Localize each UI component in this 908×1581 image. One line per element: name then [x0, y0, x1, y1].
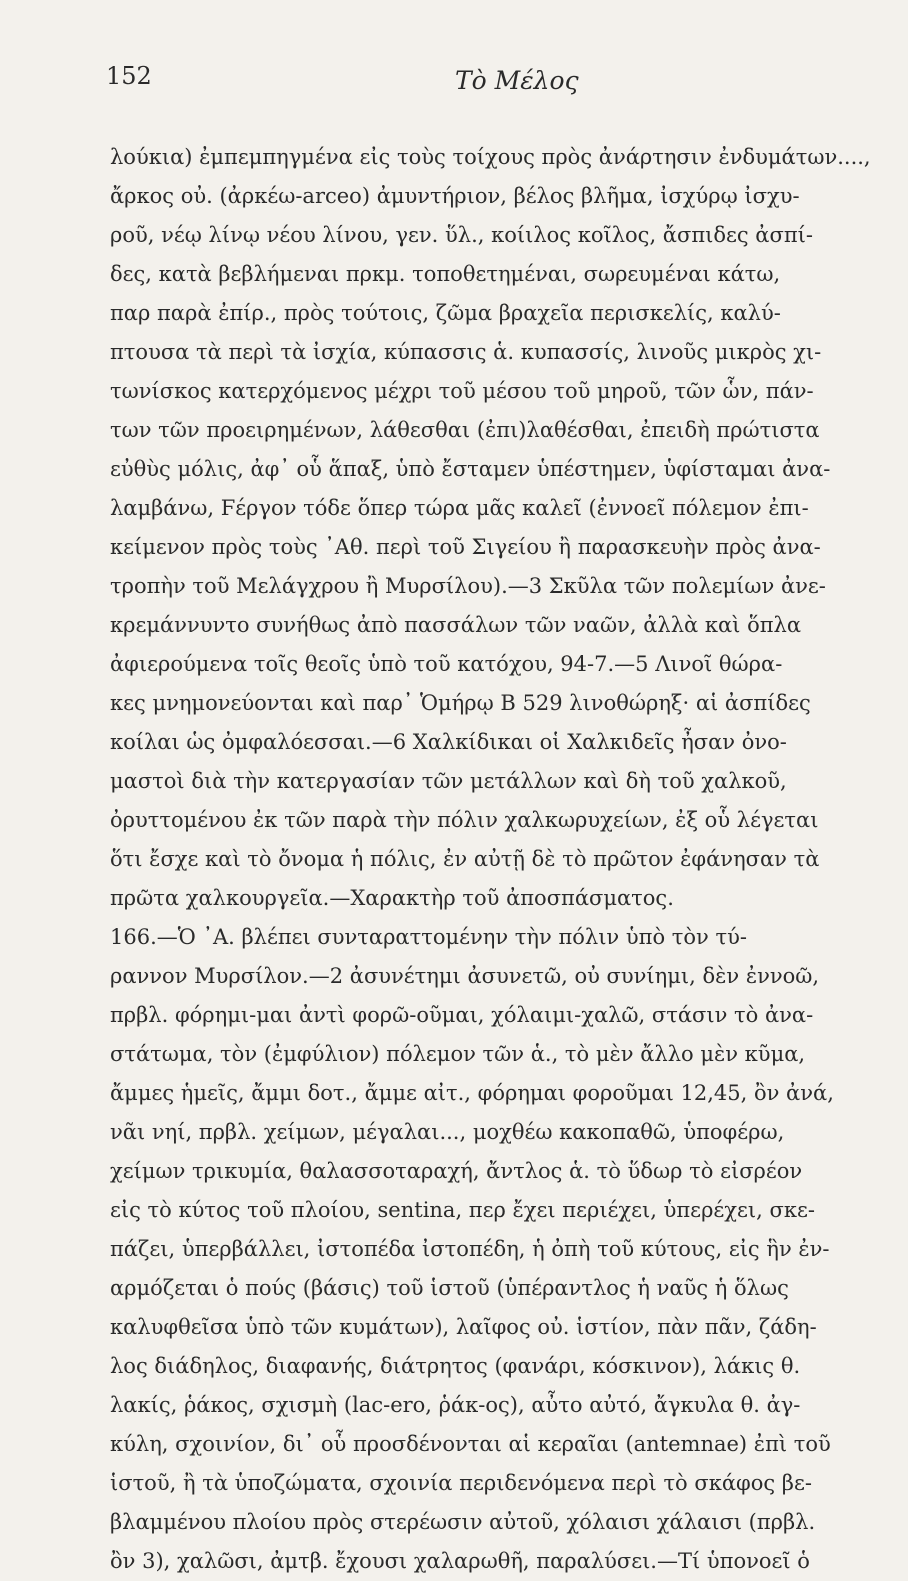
text-line: ἄρκος οὐ. (ἀρκέω-arceo) ἀμυντήριον, βέλος βλῆμα, ἰσχύρῳ ἰσχυ-: [110, 184, 800, 208]
text-line: τροπὴν τοῦ Μελάγχρου ἢ Μυρσίλου).—3 Σκῦλα τῶν πολεμίων ἀνε-: [110, 574, 826, 598]
text-line: κες μνημονεύονται καὶ παρ᾽ Ὁμήρῳ Β 529 λινοθώρηξ· αἱ ἀσπίδες: [110, 691, 811, 715]
running-title: Τὸ Μέλος: [455, 66, 579, 95]
text-line: πρῶτα χαλκουργεῖα.—Χαρακτὴρ τοῦ ἀποσπάσματος.: [110, 886, 674, 910]
text-line: ἱστοῦ, ἢ τὰ ὑποζώματα, σχοινία περιδενόμενα περὶ τὸ σκάφος βε-: [110, 1471, 812, 1495]
text-line: βλαμμένου πλοίου πρὸς στερέωσιν αὐτοῦ, χόλαισι χάλαισι (πρβλ.: [110, 1510, 816, 1534]
text-line: κρεμάννυντο συνήθως ἀπὸ πασσάλων τῶν ναῶν, ἀλλὰ καὶ ὅπλα: [110, 613, 802, 637]
text-line: πρβλ. φόρημι-μαι ἀντὶ φορῶ-οῦμαι, χόλαιμι-χαλῶ, στάσιν τὸ ἀνα-: [110, 1003, 814, 1027]
text-line: κύλη, σχοινίον, δι᾽ οὗ προσδένονται αἱ κεραῖαι (antemnae) ἐπὶ τοῦ: [110, 1432, 831, 1456]
text-line: στάτωμα, τὸν (ἐμφύλιον) πόλεμον τῶν ἁ., τὸ μὲν ἄλλο μὲν κῦμα,: [110, 1042, 806, 1066]
text-line: μαστοὶ διὰ τὴν κατεργασίαν τῶν μετάλλων καὶ δὴ τοῦ χαλκοῦ,: [110, 769, 787, 793]
text-line: αρμόζεται ὁ πούς (βάσις) τοῦ ἱστοῦ (ὑπέραντλος ἡ ναῦς ἡ ὅλως: [110, 1276, 789, 1300]
text-line: ἀφιερούμενα τοῖς θεοῖς ὑπὸ τοῦ κατόχου, 94-7.—5 Λινοῖ θώρα-: [110, 652, 783, 676]
text-line: ὅτι ἔσχε καὶ τὸ ὄνομα ἡ πόλις, ἐν αὐτῇ δὲ τὸ πρῶτον ἐφάνησαν τὰ: [110, 847, 820, 871]
text-line: δες, κατὰ βεβλήμεναι πρκμ. τοποθετημέναι, σωρευμέναι κάτω,: [110, 262, 781, 286]
text-line: των τῶν προειρημένων, λάθεσθαι (ἐπι)λαθέσθαι, ἐπειδὴ πρώτιστα: [110, 418, 820, 442]
text-line: παρ παρὰ ἐπίρ., πρὸς τούτοις, ζῶμα βραχεῖα περισκελίς, καλύ-: [110, 301, 781, 325]
text-line: ὂν 3), χαλῶσι, ἀμτβ. ἔχουσι χαλαρωθῆ, παραλύσει.—Τί ὑπονοεῖ ὁ: [110, 1549, 810, 1573]
text-line: χείμων τρικυμία, θαλασσοταραχή, ἄντλος ἁ. τὸ ὕδωρ τὸ εἰσρέον: [110, 1159, 803, 1183]
text-line: λος διάδηλος, διαφανής, διάτρητος (φανάρι, κόσκινον), λάκις θ.: [110, 1354, 801, 1378]
text-line: λαμβάνω, Ϝέργον τόδε ὅπερ τώρα μᾶς καλεῖ (ἐννοεῖ πόλεμον ἐπι-: [110, 496, 809, 520]
commentary-text: [110, 138, 905, 1581]
text-line: λακίς, ῥάκος, σχισμὴ (lac-ero, ῥάκ-ος), αὖτο αὐτό, ἄγκυλα θ. ἀγ-: [110, 1393, 801, 1417]
text-line: ἄμμες ἡμεῖς, ἄμμι δοτ., ἄμμε αἰτ., φόρημαι φοροῦμαι 12,45, ὂν ἀνά,: [110, 1081, 834, 1105]
text-line: κοίλαι ὡς ὀμφαλόεσσαι.—6 Χαλκίδικαι οἱ Χαλκιδεῖς ἦσαν ὀνο-: [110, 730, 787, 754]
text-line: καλυφθεῖσα ὑπὸ τῶν κυμάτων), λαῖφος οὐ. ἱστίον, πὰν πᾶν, ζάδη-: [110, 1315, 817, 1339]
page-header: [0, 62, 908, 102]
text-line: ροῦ, νέῳ λίνῳ νέου λίνου, γεν. ὕλ., κοίιλος κοῖλος, ἄσπιδες ἀσπί-: [110, 223, 813, 247]
text-line: ραννον Μυρσίλον.—2 ἀσυνέτημι ἀσυνετῶ, οὐ συνίημι, δὲν ἐννοῶ,: [110, 964, 820, 988]
text-line: εὐθὺς μόλις, ἀφ᾽ οὗ ἅπαξ, ὑπὸ ἔσταμεν ὑπέστημεν, ὑφίσταμαι ἀνα-: [110, 457, 831, 481]
text-line: κείμενον πρὸς τοὺς ᾽Αθ. περὶ τοῦ Σιγείου ἢ παρασκευὴν πρὸς ἀνα-: [110, 535, 821, 559]
text-line: πτουσα τὰ περὶ τὰ ἰσχία, κύπασσις ἁ. κυπασσίς, λινοῦς μικρὸς χι-: [110, 340, 822, 364]
text-line: λούκια) ἐμπεμπηγμένα εἰς τοὺς τοίχους πρὸς ἀνάρτησιν ἐνδυμάτων....,: [110, 145, 871, 169]
page-number: 152: [106, 62, 152, 90]
text-line: 166.—Ὁ ᾽Α. βλέπει συνταραττομένην τὴν πόλιν ὑπὸ τὸν τύ-: [110, 925, 747, 949]
text-line: νᾶι νηί, πρβλ. χείμων, μέγαλαι..., μοχθέω κακοπαθῶ, ὑποφέρω,: [110, 1120, 785, 1144]
text-line: τωνίσκος κατερχόμενος μέχρι τοῦ μέσου τοῦ μηροῦ, τῶν ὧν, πάν-: [110, 379, 814, 403]
text-line: εἰς τὸ κύτος τοῦ πλοίου, sentina, περ ἔχει περιέχει, ὑπερέχει, σκε-: [110, 1198, 815, 1222]
text-line: ὀρυττομένου ἐκ τῶν παρὰ τὴν πόλιν χαλκωρυχείων, ἐξ οὗ λέγεται: [110, 808, 819, 832]
text-line: πάζει, ὑπερβάλλει, ἰστοπέδα ἰστοπέδη, ἡ ὀπὴ τοῦ κύτους, εἰς ἣν ἐν-: [110, 1237, 830, 1261]
